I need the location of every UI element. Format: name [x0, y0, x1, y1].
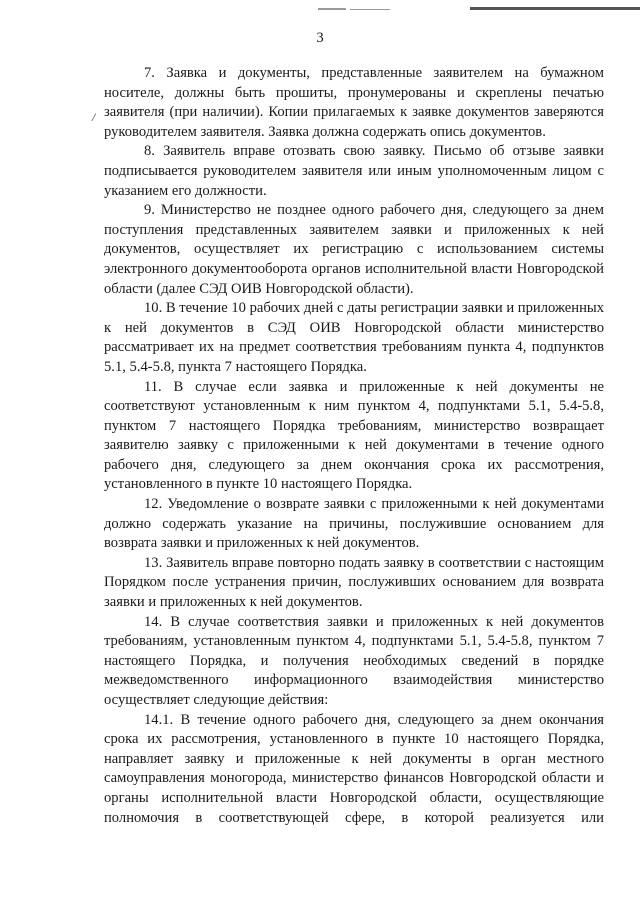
- paragraph-9: 9. Министерство не позднее одного рабочего дня, следующего за днем поступления представленных заявителем заявки и приложенных к ней документов, осуществляет их регистрацию с использованием системы электронного документооборота органов исполнительной власти Новгородской области (далее СЭД ОИВ Новгородской области).: [104, 202, 604, 297]
- marginal-mark: /: [92, 110, 96, 124]
- scan-artifact: [318, 8, 346, 10]
- paragraph-12: 12. Уведомление о возврате заявки с приложенными к ней документами должно содержать указание на причины, послужившие основанием для возврата заявки и приложенных к ней документов.: [104, 496, 604, 552]
- document-body: [104, 64, 604, 828]
- paragraph-14-1: 14.1. В течение одного рабочего дня, следующего за днем окончания срока их рассмотрения, установленного в пункте 10 настоящего Порядка, направляет заявку и приложенные к ней документы в орган местного самоуправления моногорода, министерство финансов Новгородской области и органы исполнительной власти Новгородской области, осуществляющие полномочия в соответствующей сфере, в которой реализуется или: [104, 711, 604, 826]
- paragraph-14: 14. В случае соответствия заявки и приложенных к ней документов требованиям, установленным пунктом 4, подпунктами 5.1, 5.4-5.8, пунктом 7 настоящего Порядка, и получения необходимых сведений в порядке межведомственного информационного взаимодействия министерство осуществляет следующие действия:: [104, 613, 604, 708]
- paragraph-7: 7. Заявка и документы, представленные заявителем на бумажном носителе, должны быть прошиты, пронумерованы и скреплены печатью заявителя (при наличии). Копии прилагаемых к заявке документов заверяются руководителем заявителя. Заявка должна содержать опись документов.: [104, 65, 604, 140]
- paragraph-11: 11. В случае если заявка и приложенные к ней документы не соответствуют установленным к ним пунктом 4, подпунктами 5.1, 5.4-5.8, пунктом 7 настоящего Порядка требованиям, министерство возвращает заявителю заявку с приложенными к ней документами в течение одного рабочего дня, следующего за днем окончания срока их рассмотрения, установленного в пункте 10 настоящего Порядка.: [104, 378, 604, 493]
- paragraph-13: 13. Заявитель вправе повторно подать заявку в соответствии с настоящим Порядком после устранения причин, послуживших основанием для возврата заявки и приложенных к ней документов.: [104, 554, 604, 611]
- scan-artifact: [350, 9, 390, 10]
- scan-artifact: [470, 7, 640, 10]
- page-number: 3: [316, 30, 324, 46]
- paragraph-10: 10. В течение 10 рабочих дней с даты регистрации заявки и приложенных к ней документов в СЭД ОИВ Новгородской области министерство рассматривает их на предмет соответствия требованиям пункта 4, подпунктов 5.1, 5.4-5.8, пункта 7 настоящего Порядка.: [104, 300, 604, 375]
- paragraph-8: 8. Заявитель вправе отозвать свою заявку. Письмо об отзыве заявки подписывается руководителем заявителя или иным уполномоченным лицом с указанием его должности.: [104, 143, 604, 199]
